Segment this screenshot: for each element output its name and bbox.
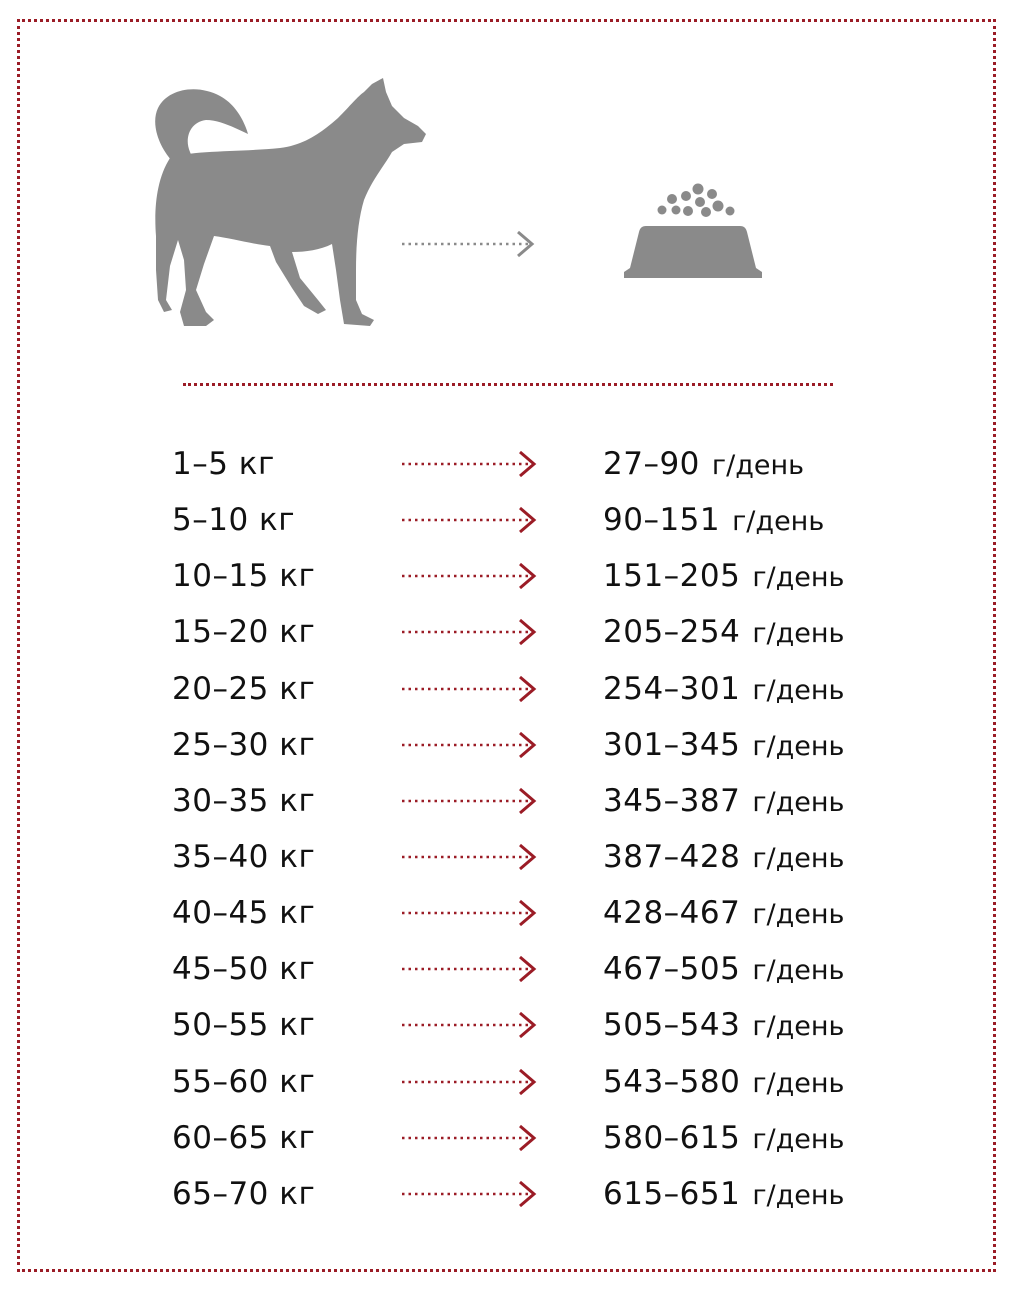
header-illustration <box>0 0 1025 360</box>
weight-range: 15–20 кг <box>172 614 316 651</box>
portion-unit: г/день <box>752 674 845 706</box>
weight-range: 50–55 кг <box>172 1007 316 1044</box>
table-row <box>0 1110 1025 1166</box>
dotted-arrow-icon <box>400 506 540 534</box>
table-row <box>0 941 1025 997</box>
weight-range: 45–50 кг <box>172 951 316 988</box>
daily-portion <box>603 661 844 722</box>
weight-range: 20–25 кг <box>172 670 316 707</box>
table-row <box>0 773 1025 829</box>
portion-value: 580–615 <box>603 1119 741 1156</box>
portion-unit: г/день <box>752 955 845 987</box>
table-row <box>0 492 1025 548</box>
dotted-arrow-icon <box>400 955 540 983</box>
section-divider <box>183 383 833 386</box>
weight-range: 10–15 кг <box>172 558 316 595</box>
portion-value: 90–151 <box>603 502 721 539</box>
dotted-arrow-icon <box>400 1011 540 1039</box>
dotted-arrow-icon <box>400 1068 540 1096</box>
daily-portion <box>603 885 844 946</box>
portion-unit: г/день <box>732 506 825 538</box>
weight-range: 60–65 кг <box>172 1119 316 1156</box>
weight-range: 1–5 кг <box>172 446 275 482</box>
daily-portion <box>603 436 804 497</box>
table-row <box>0 661 1025 717</box>
daily-portion <box>603 997 844 1058</box>
feeding-table <box>0 436 1025 1222</box>
dotted-arrow-icon <box>400 899 540 927</box>
dotted-arrow-icon <box>400 675 540 703</box>
table-row <box>0 997 1025 1053</box>
dotted-arrow-icon <box>400 450 540 478</box>
portion-value: 505–543 <box>603 1007 741 1044</box>
portion-unit: г/день <box>752 1067 845 1099</box>
weight-range: 65–70 кг <box>172 1175 316 1212</box>
weight-range: 25–30 кг <box>172 726 316 763</box>
daily-portion <box>603 941 844 1002</box>
portion-value: 301–345 <box>603 726 741 763</box>
portion-unit: г/день <box>752 1123 845 1155</box>
portion-value: 345–387 <box>603 782 741 819</box>
portion-value: 467–505 <box>603 951 741 988</box>
dotted-arrow-icon <box>400 618 540 646</box>
portion-unit: г/день <box>711 450 805 481</box>
portion-unit: г/день <box>752 618 845 650</box>
food-bowl-icon <box>624 184 762 279</box>
portion-unit: г/день <box>752 1011 845 1043</box>
dotted-arrow-icon <box>400 787 540 815</box>
portion-value: 428–467 <box>603 895 741 932</box>
dotted-arrow-icon <box>400 562 540 590</box>
table-row <box>0 436 1025 492</box>
table-row <box>0 548 1025 604</box>
portion-unit: г/день <box>752 786 845 818</box>
portion-unit: г/день <box>752 842 845 874</box>
weight-range: 5–10 кг <box>172 502 296 539</box>
weight-range: 55–60 кг <box>172 1063 316 1100</box>
daily-portion <box>603 492 824 553</box>
daily-portion <box>603 1110 844 1171</box>
table-row <box>0 717 1025 773</box>
table-row <box>0 1166 1025 1222</box>
portion-value: 615–651 <box>603 1175 741 1212</box>
daily-portion <box>603 1166 844 1227</box>
dotted-arrow-icon <box>400 1124 540 1152</box>
table-row <box>0 829 1025 885</box>
portion-value: 205–254 <box>603 614 741 651</box>
portion-value: 254–301 <box>603 670 741 707</box>
portion-value: 151–205 <box>603 558 741 595</box>
portion-unit: г/день <box>752 730 845 762</box>
portion-value: 27–90 <box>603 446 700 482</box>
dotted-arrow-icon <box>400 1180 540 1208</box>
portion-unit: г/день <box>752 1179 845 1211</box>
weight-range: 35–40 кг <box>172 838 316 875</box>
portion-value: 387–428 <box>603 838 741 875</box>
daily-portion <box>603 717 844 778</box>
dotted-arrow-gray-icon <box>402 232 532 256</box>
table-row <box>0 1054 1025 1110</box>
portion-unit: г/день <box>752 899 845 931</box>
daily-portion <box>603 604 844 665</box>
weight-range: 30–35 кг <box>172 782 316 819</box>
dotted-arrow-icon <box>400 843 540 871</box>
table-row <box>0 885 1025 941</box>
daily-portion <box>603 548 844 609</box>
weight-range: 40–45 кг <box>172 895 316 932</box>
dog-silhouette-icon <box>155 78 426 326</box>
daily-portion <box>603 829 844 890</box>
portion-value: 543–580 <box>603 1063 741 1100</box>
table-row <box>0 604 1025 660</box>
portion-unit: г/день <box>752 562 845 594</box>
daily-portion <box>603 773 844 834</box>
daily-portion <box>603 1054 844 1115</box>
dotted-arrow-icon <box>400 731 540 759</box>
